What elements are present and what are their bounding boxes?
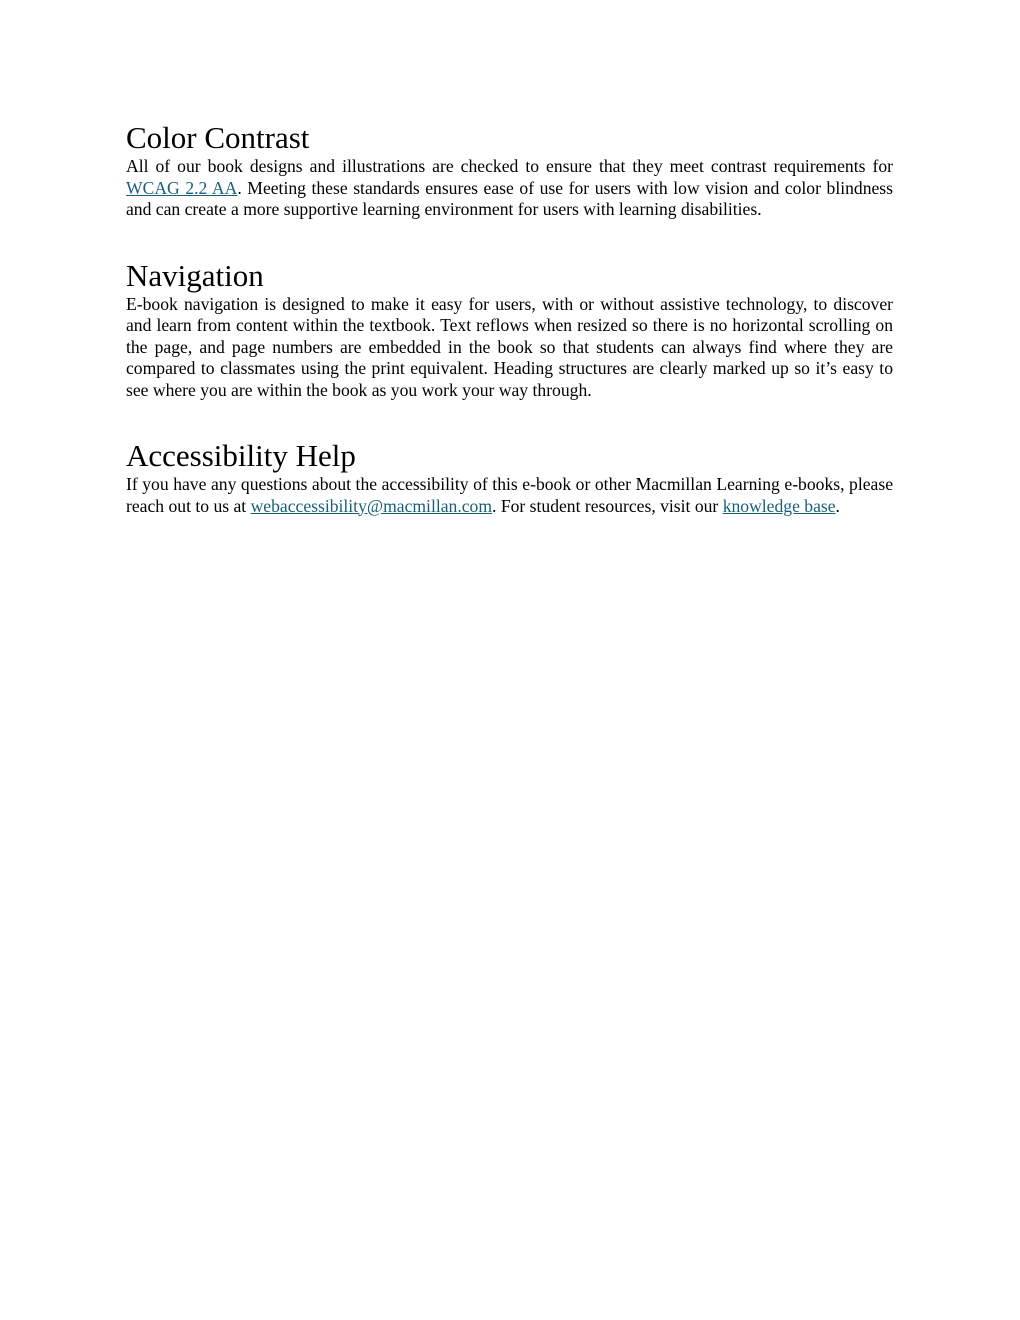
section-color-contrast xyxy=(126,120,893,221)
paragraph-text: E-book navigation is designed to make it easy for users, with or without assistive technology, to discover and learn from content within the textbook. Text reflows when resized so there is no horizontal scrolling on the page, and page numbers are embedded in the book so that students can always find where they are compared to classmates using the print equivalent. Heading structures are clearly marked up so it’s easy to see where you are within the book as you work your way through. xyxy=(126,293,893,400)
section-paragraph-color-contrast xyxy=(126,156,893,221)
paragraph-text: All of our book designs and illustrations are checked to ensure that they meet contrast requirements for xyxy=(126,156,893,176)
section-paragraph-navigation xyxy=(126,294,893,402)
wcag-link[interactable]: WCAG 2.2 AA xyxy=(126,177,238,198)
section-paragraph-accessibility-help xyxy=(126,474,893,517)
paragraph-text: . For student resources, visit our xyxy=(492,495,723,516)
knowledge-base-link[interactable]: knowledge base xyxy=(722,495,836,516)
section-heading-navigation: Navigation xyxy=(126,257,264,293)
document-page xyxy=(126,120,893,554)
paragraph-text: . xyxy=(835,495,840,516)
paragraph-text: If you have any questions about the accessibility of this e-book or other Macmillan Learning e-books, please reach out to us at xyxy=(126,474,893,516)
section-heading-accessibility-help: Accessibility Help xyxy=(126,438,356,473)
section-heading-color-contrast: Color Contrast xyxy=(126,120,310,155)
paragraph-text: . Meeting these standards ensures ease of use for users with low vision and color blindness and can create a more supportive learning environment for users with learning disabilities. xyxy=(126,177,893,219)
section-accessibility-help xyxy=(126,438,893,517)
email-link[interactable]: webaccessibility@macmillan.com xyxy=(250,495,493,516)
section-navigation xyxy=(126,258,893,402)
